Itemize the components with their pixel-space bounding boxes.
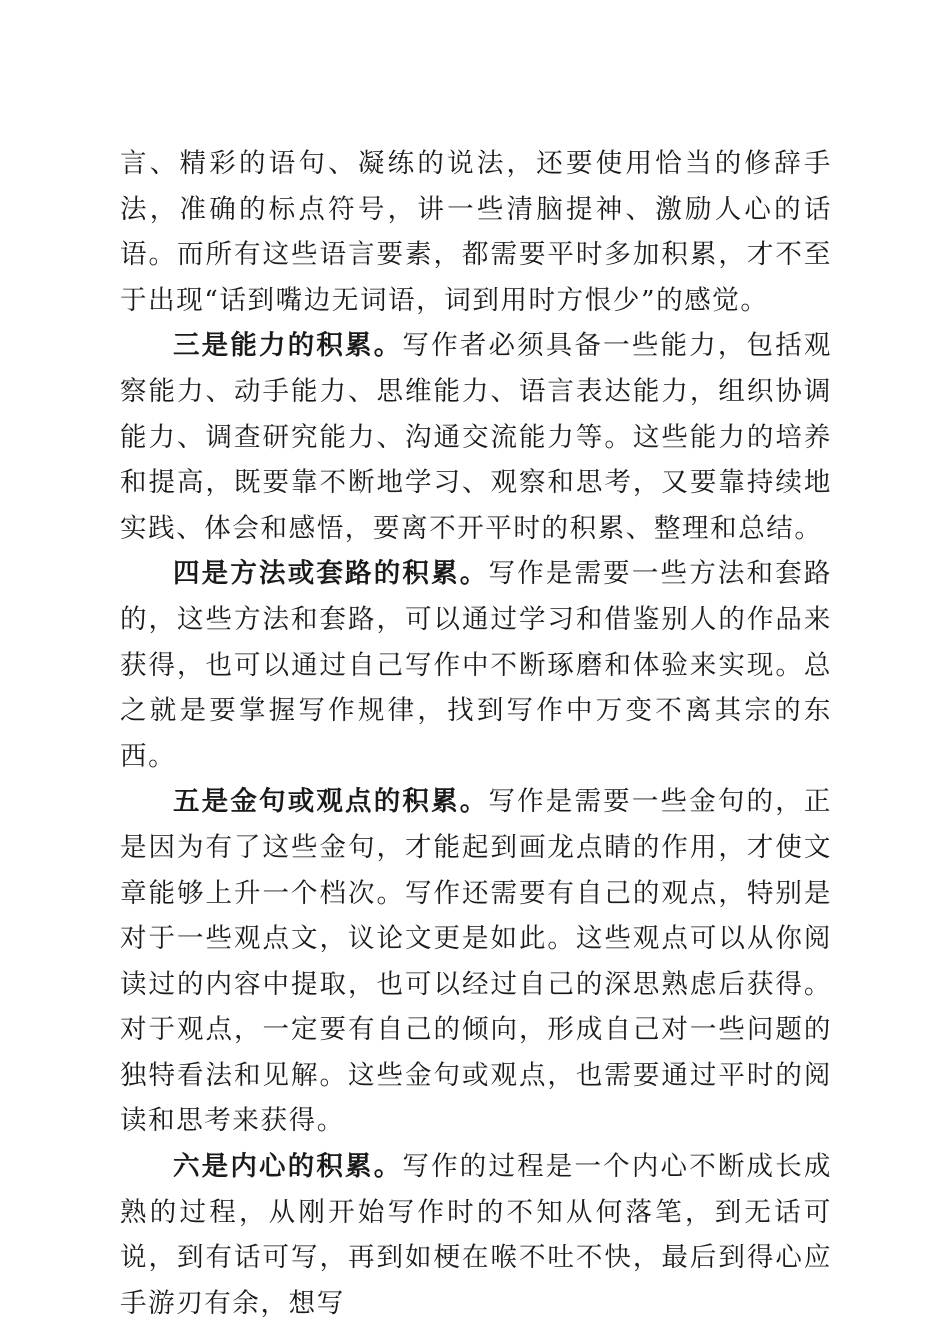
paragraph-lead: 五是金句或观点的积累。 [173,786,489,818]
paragraph-text: 写作是需要一些金句的，正是因为有了这些金句，才能起到画龙点睛的作用，才使文章能够上升一个档次。写作还需要有自己的观点，特别是对于一些观点文，议论文更是如此。这些观点可以从你阅读过的内容中提取，也可以经过自己的深思熟虑后获得。对于观点，一定要有自己的倾向，形成自己对一些问题的独特看法和见解。这些金句或观点，也需要通过平时的阅读和思考来获得。 [120,786,832,1137]
paragraph-text: 写作的过程是一个内心不断成长成熟的过程，从刚开始写作时的不知从何落笔，到无话可说，到有话可写，再到如梗在喉不吐不快，最后到得心应手游刃有余，想写 [120,1151,832,1319]
paragraph-methods [120,551,832,779]
paragraph-text: 写作是需要一些方法和套路的，这些方法和套路，可以通过学习和借鉴别人的作品来获得，也可以通过自己写作中不断琢磨和体验来实现。总之就是要掌握写作规律，找到写作中万变不离其宗的东西。 [120,558,832,772]
paragraph-lead: 三是能力的积累。 [173,330,403,362]
paragraph-text: 写作者必须具备一些能力，包括观察能力、动手能力、思维能力、语言表达能力，组织协调能力、调查研究能力、沟通交流能力等。这些能力的培养和提高，既要靠不断地学习、观察和思考，又要靠持续地实践、体会和感悟，要离不开平时的积累、整理和总结。 [120,330,832,544]
document-body [120,141,832,1326]
paragraph-golden-sentences [120,779,832,1144]
paragraph-language-continued [120,141,832,323]
paragraph-ability [120,323,832,551]
paragraph-lead: 六是内心的积累。 [173,1151,403,1183]
paragraph-inner-heart [120,1144,832,1326]
paragraph-lead: 四是方法或套路的积累。 [173,558,489,590]
paragraph-text: 言、精彩的语句、凝练的说法，还要使用恰当的修辞手法，准确的标点符号，讲一些清脑提神、激励人心的话语。而所有这些语言要素，都需要平时多加积累，才不至于出现“话到嘴边无词语，词到用时方恨少”的感觉。 [120,148,832,316]
